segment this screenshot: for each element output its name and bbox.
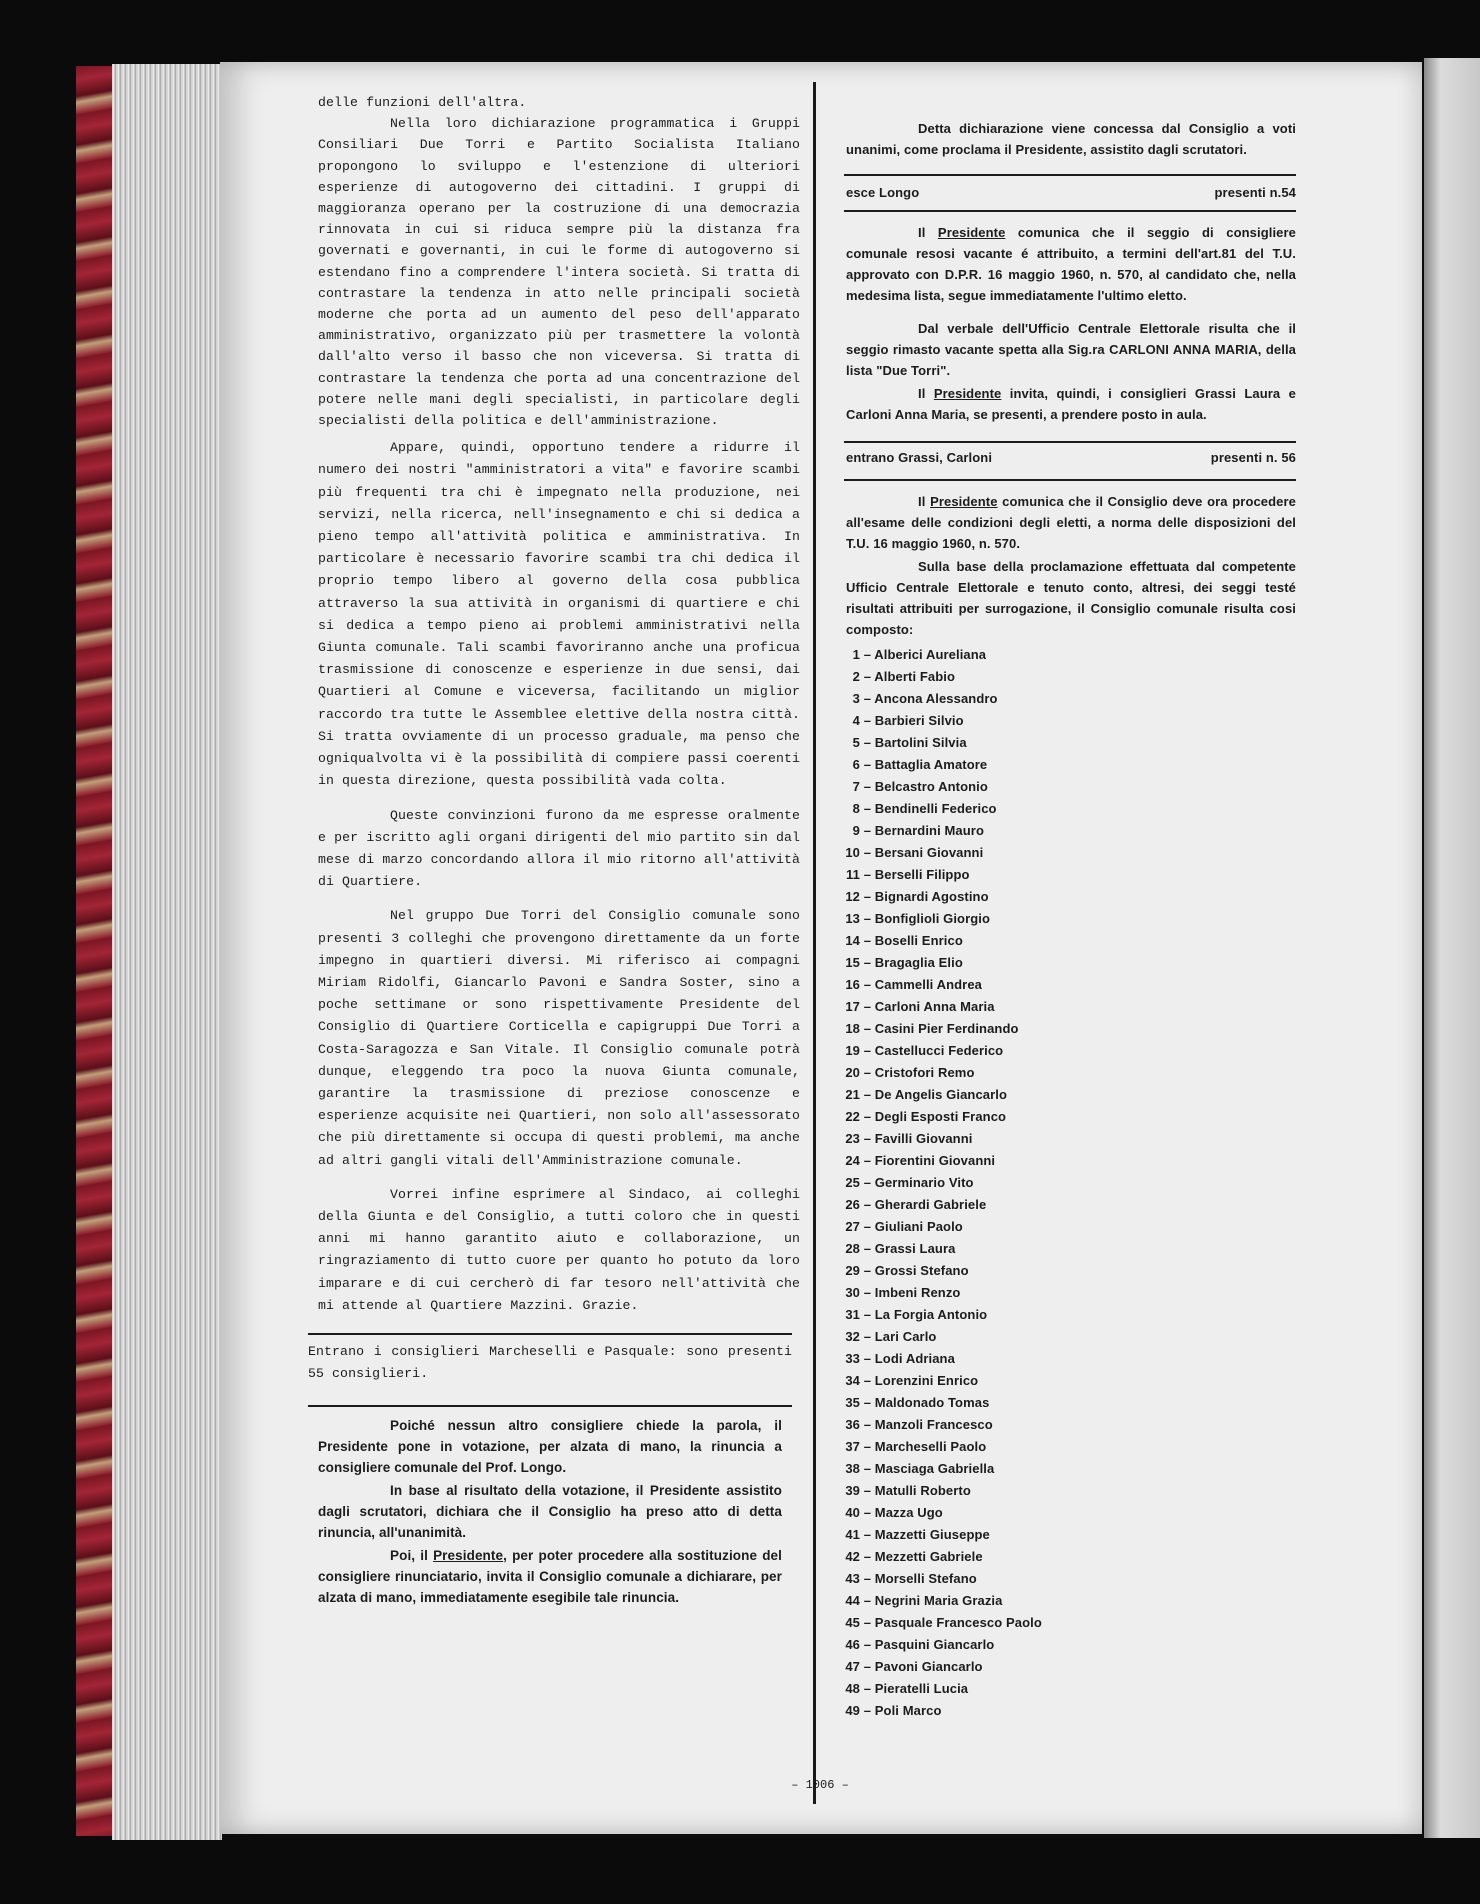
member-number: 25 [845,1175,860,1190]
separator-line [844,479,1296,481]
member-name: Manzoli Francesco [874,1417,993,1432]
member-name: Battaglia Amatore [874,757,988,772]
member-dash: – [860,1109,875,1124]
list-item [838,1678,1296,1700]
member-name: Morselli Stefano [874,1571,977,1586]
entry-note-block [308,1333,792,1407]
member-number: 15 [845,955,860,970]
member-dash: – [860,933,875,948]
presidente-underlined: Presidente [933,386,1002,401]
list-item [838,864,1296,886]
member-dash: – [860,1285,875,1300]
member-dash: – [860,1065,875,1080]
member-number: 23 [845,1131,860,1146]
list-item [838,1128,1296,1150]
member-dash: – [860,1307,875,1322]
member-dash: – [860,1549,875,1564]
list-item [838,1216,1296,1238]
member-dash: – [860,691,875,706]
member-name: Giuliani Paolo [874,1219,963,1234]
paragraph-amministratori: Appare, quindi, opportuno tendere a ridurre il numero dei nostri "amministratori a vita" e favorire scambi più frequenti tra chi è impegnato nella produzione, nei servizi, nella ricerca, nell'insegnamento e chi si dedica a pieno tempo all'attività politica e amministrativa. In particolare è necessario favorire scambi tra chi dedica il proprio tempo libero al governo della cosa pubblica attraverso la sua attività in organismi di quartiere e chi si dedica a tempo pieno ai problemi amministrativi nella Giunta comunale. Tali scambi favoriranno anche una proficua trasmissione di conoscenze e esperienze in due sensi, dai Quartieri al Comune e viceversa, facilitando un miglior raccordo tra tutte le Assemblee elettive della nostra città. Si tratta ovviamente di un processo graduale, ma penso che ogniqualvolta vi è la possibilità di compiere passi coerenti in questa direzione, questa possibilità vada colta. [318,440,800,789]
member-name: Pavoni Giancarlo [874,1659,983,1674]
member-number: 12 [845,889,860,904]
member-dash: – [860,889,875,904]
list-item [838,1568,1296,1590]
member-dash: – [860,1153,875,1168]
member-dash: – [860,911,875,926]
member-name: De Angelis Giancarlo [874,1087,1008,1102]
list-item [838,1656,1296,1678]
closing-paragraph-vote: Poiché nessun altro consigliere chiede la parola, il Presidente pone in votazione, per alzata di mano, la rinuncia a consigliere comunale del Prof. Longo. [318,1417,782,1475]
member-name: Casini Pier Ferdinando [874,1021,1019,1036]
list-item [838,1172,1296,1194]
member-name: La Forgia Antonio [874,1307,988,1322]
member-dash: – [860,1087,875,1102]
seat-paragraph [846,222,1296,306]
member-dash: – [860,845,875,860]
member-name: Mezzetti Gabriele [874,1549,983,1564]
member-number: 45 [845,1615,860,1630]
closing-lead: Poi, il [390,1547,434,1563]
member-name: Germinario Vito [874,1175,974,1190]
list-item [838,1238,1296,1260]
list-item [838,1018,1296,1040]
presidente-underlined: Presidente [937,225,1006,240]
next-page-edge [1424,58,1480,1838]
paragraph-autogoverno: Nella loro dichiarazione programmatica i Gruppi Consiliari Due Torri e Partito Socialista Italiano propongono lo sviluppo e l'estenzione di ulteriori esperienze di autogoverno dei cittadini. I gruppi di maggioranza operano per la costruzione di una democrazia rinnovata in cui si riduca sempre più la distanza fra governati e governanti, in cui le forme di autogoverno si estendano fino a comprendere l'intera società. Si tratta di contrastare la tendenza in atto nelle principali società moderne che porta ad un aumento del peso dell'apparato amministrativo, organizzato più per trasmettere la volontà dall'alto verso il basso che non viceversa. Si tratta di contrastare la tendenza che porta ad una concentrazione del potere nelle mani degli specialisti, in particolare degli specialisti della politica e dell'amministrazione. [318,116,800,429]
member-name: Berselli Filippo [874,867,970,882]
list-item [838,842,1296,864]
member-dash: – [860,1527,875,1542]
member-name: Lorenzini Enrico [874,1373,979,1388]
member-number: 33 [845,1351,860,1366]
list-item [838,1150,1296,1172]
list-item [838,1414,1296,1436]
member-number: 28 [845,1241,860,1256]
member-name: Bonfiglioli Giorgio [874,911,991,926]
list-item [838,1282,1296,1304]
member-dash: – [860,647,875,662]
list-item [838,1700,1296,1722]
member-name: Mazza Ugo [874,1505,943,1520]
closing-paragraph-substitution [318,1545,782,1608]
member-number: 43 [845,1571,860,1586]
list-item [838,1480,1296,1502]
list-item [838,732,1296,754]
presidente-underlined: Presidente [930,494,998,509]
member-dash: – [860,735,875,750]
member-name: Lodi Adriana [874,1351,955,1366]
list-item [838,1326,1296,1348]
list-item [838,1062,1296,1084]
member-name: Alberici Aureliana [874,647,987,662]
member-name: Cristofori Remo [874,1065,975,1080]
member-name: Carloni Anna Maria [874,999,995,1014]
member-number: 36 [845,1417,860,1432]
list-item [838,1502,1296,1524]
il-prefix: Il [918,494,931,509]
list-item [838,1458,1296,1480]
member-name: Cammelli Andrea [874,977,982,992]
member-dash: – [860,1571,875,1586]
closing-rest: , per poter procedere alla sostituzione del consigliere rinunciatario, invita il Consiglio comunale a dichiarare, per alzata di mano, immediatamente esegibile tale rinuncia. [318,1547,782,1605]
member-dash: – [860,757,875,772]
presidente-underlined: Presidente [433,1547,504,1563]
member-dash: – [860,999,875,1014]
column-divider [813,82,816,1804]
list-item [838,1084,1296,1106]
member-number: 22 [845,1109,860,1124]
member-number: 46 [845,1637,860,1652]
member-name: Barbieri Silvio [874,713,964,728]
list-item [838,1634,1296,1656]
list-item [838,1612,1296,1634]
member-number: 7 [852,779,860,794]
list-item [838,996,1296,1018]
member-name: Bendinelli Federico [874,801,997,816]
member-dash: – [860,1483,875,1498]
list-item [838,776,1296,798]
member-dash: – [860,1043,875,1058]
paragraph-gruppo-due-torri: Nel gruppo Due Torri del Consiglio comunale sono presenti 3 colleghi che provengono direttamente da un forte impegno in quartieri diversi. Mi riferisco ai compagni Miriam Ridolfi, Giancarlo Pavoni e Sandra Soster, sino a poche settimane or sono rispettivamente Presidente del Consiglio di Quartiere Corticella e capigruppi Due Torri a Costa-Saragozza e San Vitale. Il Consiglio comunale potrà dunque, eleggendo tra poco la nuova Giunta comunale, garantire la trasmissione di preziose conoscenze e esperienze acquisite nei Quartieri, non solo all'assessorato che più direttamente si occupa di questi problemi, ma anche ad altri gangli vitali dell'Amministrazione comunale. [318,908,800,1168]
member-name: Castellucci Federico [874,1043,1004,1058]
member-name: Mazzetti Giuseppe [874,1527,990,1542]
member-dash: – [860,1703,875,1718]
list-item [838,952,1296,974]
list-item [838,1590,1296,1612]
member-dash: – [860,823,875,838]
member-name: Alberti Fabio [874,669,956,684]
member-number: 47 [845,1659,860,1674]
member-number: 48 [845,1681,860,1696]
member-number: 40 [845,1505,860,1520]
member-name: Favilli Giovanni [874,1131,973,1146]
member-number: 27 [845,1219,860,1234]
list-item [838,1370,1296,1392]
status-exit-right: presenti n.54 [1214,185,1296,200]
closing-paragraph-result: In base al risultato della votazione, il Presidente assistito dagli scrutatori, dichiara che il Consiglio ha preso atto di detta rinuncia, all'unanimità. [318,1482,782,1540]
status-entry-left: entrano Grassi, Carloni [846,450,993,465]
page-stack-edges [112,64,222,1840]
member-dash: – [860,1461,875,1476]
list-item [838,1304,1296,1326]
member-name: Degli Esposti Franco [874,1109,1007,1124]
member-name: Bernardini Mauro [874,823,984,838]
member-number: 29 [845,1263,860,1278]
list-item [838,930,1296,952]
member-name: Poli Marco [874,1703,942,1718]
member-name: Bignardi Agostino [874,889,989,904]
paragraph-ringraziamento: Vorrei infine esprimere al Sindaco, ai colleghi della Giunta e del Consiglio, a tutti coloro che in questi anni mi hanno garantito aiuto e collaborazione, un ringraziamento di tutto cuore per quanto ho potuto da loro imparare e di cui cercherò di far tesoro nell'attività che mi attende al Quartiere Mazzini. Grazie. [318,1186,800,1313]
member-dash: – [860,1329,875,1344]
verbale-paragraph: Dal verbale dell'Ufficio Centrale Elettorale risulta che il seggio rimasto vacante spetta alla Sig.ra CARLONI ANNA MARIA, della lista "Due Torri". [846,321,1296,378]
member-number: 13 [845,911,860,926]
list-item [838,644,1296,666]
member-number: 42 [845,1549,860,1564]
list-item [838,1106,1296,1128]
member-number: 49 [845,1703,860,1718]
member-dash: – [860,1175,875,1190]
member-number: 20 [845,1065,860,1080]
council-member-list [838,644,1296,1722]
member-dash: – [860,1241,875,1256]
member-name: Pieratelli Lucia [874,1681,969,1696]
member-number: 26 [845,1197,860,1212]
status-entry [846,449,1296,467]
member-number: 16 [845,977,860,992]
seat-rest: comunica che il seggio di consigliere comunale resosi vacante é attribuito, a termini dell'art.81 del T.U. approvato con D.P.R. 16 maggio 1960, n. 570, al candidato che, nella medesima lista, segue immediatamente l'ultimo eletto. [846,225,1296,303]
il-prefix: Il [918,225,938,240]
list-item [838,798,1296,820]
member-number: 10 [845,845,860,860]
member-name: Fiorentini Giovanni [874,1153,996,1168]
member-number: 31 [845,1307,860,1322]
member-dash: – [860,1197,875,1212]
member-dash: – [860,801,875,816]
separator-line [844,441,1296,443]
member-dash: – [860,1219,875,1234]
left-column [308,92,800,1608]
list-item [838,1436,1296,1458]
member-name: Lari Carlo [874,1329,937,1344]
member-dash: – [860,1131,875,1146]
status-exit [846,184,1296,202]
member-name: Maldonado Tomas [874,1395,990,1410]
member-dash: – [860,1263,875,1278]
member-dash: – [860,1659,875,1674]
member-number: 11 [846,867,860,882]
member-name: Negrini Maria Grazia [874,1593,1003,1608]
member-dash: – [860,867,875,882]
list-item [838,1260,1296,1282]
member-dash: – [860,1439,875,1454]
book-spine [76,66,116,1836]
member-number: 21 [845,1087,860,1102]
list-item [838,1194,1296,1216]
member-dash: – [860,1615,875,1630]
member-dash: – [860,1021,875,1036]
member-name: Gherardi Gabriele [874,1197,987,1212]
status-exit-left: esce Longo [846,185,920,200]
member-name: Bartolini Silvia [874,735,967,750]
separator-line [844,174,1296,176]
member-name: Bersani Giovanni [874,845,984,860]
member-number: 24 [845,1153,860,1168]
paragraph-convinzioni: Queste convinzioni furono da me espresse oralmente e per iscritto agli organi dirigenti del mio partito sin dal mese di marzo concordando allora il mio ritorno all'attività di Quartiere. [318,807,800,890]
member-name: Imbeni Renzo [874,1285,961,1300]
vote-paragraph: Detta dichiarazione viene concessa dal Consiglio a voti unanimi, come proclama il Presidente, assistito dagli scrutatori. [846,121,1296,157]
member-dash: – [860,713,875,728]
member-dash: – [860,1593,875,1608]
list-item [838,974,1296,996]
status-entry-right: presenti n. 56 [1210,450,1296,465]
member-dash: – [860,1637,875,1652]
member-name: Grossi Stefano [874,1263,969,1278]
composition-paragraph: Sulla base della proclamazione effettuata dal competente Ufficio Centrale Elettorale e tenuto conto, altresi, dei seggi testé risultati attribuiti per surrogazione, il Consiglio comunale risulta cosi composto: [846,559,1296,637]
member-number: 38 [845,1461,860,1476]
member-number: 35 [845,1395,860,1410]
opening-line: delle funzioni dell'altra. [318,95,527,110]
member-number: 8 [852,801,860,816]
member-number: 41 [845,1527,860,1542]
invite-paragraph [846,383,1296,425]
member-dash: – [860,1351,875,1366]
separator-line [308,1333,792,1335]
page-number: – 1006 – [791,1778,849,1792]
separator-line [844,210,1296,212]
member-number: 30 [845,1285,860,1300]
right-column [846,118,1296,1722]
il-prefix: Il [918,386,934,401]
list-item [838,1524,1296,1546]
member-name: Marcheselli Paolo [874,1439,987,1454]
member-name: Boselli Enrico [874,933,963,948]
member-number: 17 [845,999,860,1014]
member-number: 14 [845,933,860,948]
list-item [838,1546,1296,1568]
member-dash: – [860,669,875,684]
member-dash: – [860,779,875,794]
member-number: 39 [845,1483,860,1498]
invite-rest: invita, quindi, i consiglieri Grassi Laura e Carloni Anna Maria, se presenti, a prendere posto in aula. [846,386,1297,422]
member-number: 4 [852,713,860,728]
separator-line [308,1405,792,1407]
list-item [838,886,1296,908]
member-number: 9 [852,823,860,838]
member-number: 37 [845,1439,860,1454]
member-number: 18 [845,1021,860,1036]
list-item [838,1348,1296,1370]
member-name: Pasquini Giancarlo [874,1637,995,1652]
member-dash: – [860,977,875,992]
member-number: 34 [845,1373,860,1388]
entry-note: Entrano i consiglieri Marcheselli e Pasquale: sono presenti 55 consiglieri. [308,1343,792,1381]
member-name: Ancona Alessandro [874,691,998,706]
member-dash: – [860,955,875,970]
exam-rest: comunica che il Consiglio deve ora procedere all'esame delle condizioni degli eletti, a norma delle disposizioni del T.U. 16 maggio 1960, n. 570. [846,494,1297,551]
member-number: 5 [852,735,860,750]
member-number: 2 [852,669,860,684]
list-item [838,666,1296,688]
member-number: 44 [845,1593,860,1608]
member-dash: – [860,1417,875,1432]
list-item [838,710,1296,732]
list-item [838,820,1296,842]
member-name: Masciaga Gabriella [874,1461,995,1476]
member-name: Belcastro Antonio [874,779,988,794]
member-number: 1 [852,647,860,662]
member-number: 3 [852,691,860,706]
member-dash: – [860,1373,875,1388]
member-name: Grassi Laura [874,1241,956,1256]
member-number: 32 [845,1329,860,1344]
member-name: Bragaglia Elio [874,955,963,970]
exam-paragraph [846,491,1296,554]
list-item [838,754,1296,776]
member-number: 19 [845,1043,860,1058]
member-dash: – [860,1395,875,1410]
list-item [838,908,1296,930]
member-name: Matulli Roberto [874,1483,971,1498]
list-item [838,688,1296,710]
member-name: Pasquale Francesco Paolo [874,1615,1042,1630]
member-dash: – [860,1505,875,1520]
closing-block [318,1415,782,1608]
list-item [838,1040,1296,1062]
member-number: 6 [852,757,860,772]
member-dash: – [860,1681,875,1696]
list-item [838,1392,1296,1414]
